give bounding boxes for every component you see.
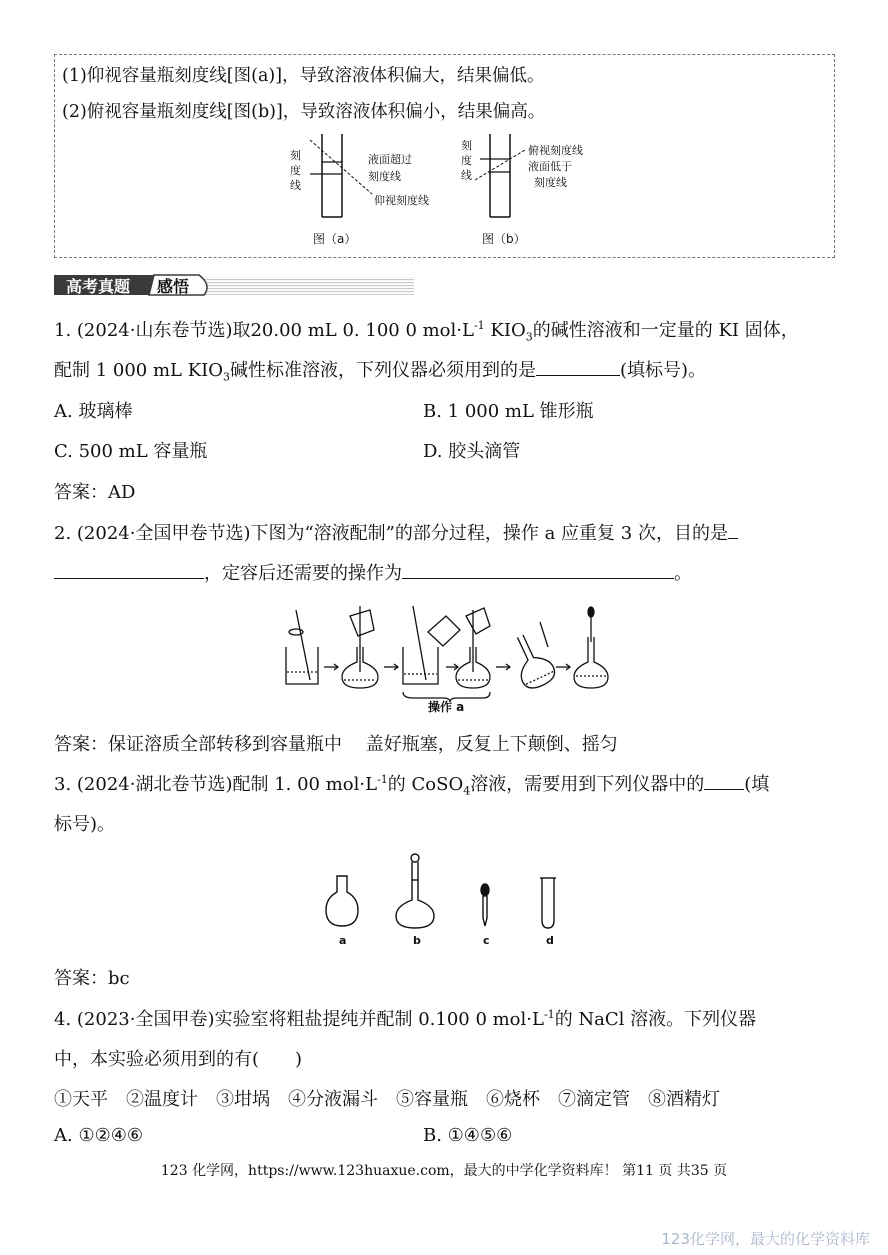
q1-option-a: A. 玻璃棒 <box>54 401 133 422</box>
q1-line-2: 配制 1 000 mL $KIO_3$碱性标准溶液，下列仪器必须用到的是 (填标号)。 <box>54 356 706 384</box>
q4-items: ①天平 ②温度计 ③坩埚 ④分液漏斗 ⑤容量瓶 ⑥烧杯 ⑦滴定管 ⑧酒精灯 <box>54 1089 720 1110</box>
q4-option-b: B. ①④⑤⑥ <box>423 1125 513 1146</box>
q3-answer-blank[interactable] <box>704 771 744 790</box>
q1-option-c: C. 500 mL 容量瓶 <box>54 441 208 462</box>
q3-line-1: 3. (2024·湖北卷节选)配制 1. 00 $mol\cdot L^{-1}$的 CoSO$_4$溶液，需要用到下列仪器中的 (填 <box>54 773 770 798</box>
q4-option-a: A. ①②④⑥ <box>54 1125 143 1146</box>
q3-label-c: c <box>483 934 490 947</box>
fig-a-caption: 图（a） <box>313 232 357 246</box>
q2-blank-2[interactable] <box>402 560 674 579</box>
q3-label-d: d <box>546 934 554 947</box>
q1-line-1: 1. (2024·山东卷节选)取20.00 mL 0. 100 0 $mol\cdot L^{-1}$ $KIO_3$的碱性溶液和一定量的 KI 固体， <box>54 319 799 344</box>
section-header <box>54 273 414 297</box>
section-tag: 高考真题 <box>66 277 131 296</box>
fig-b-note-2: 液面低于 <box>528 160 572 173</box>
q4-line-2: 中，本实验必须用到的有( ) <box>54 1049 303 1070</box>
q2-answer: 答案：保证溶质全部转移到容量瓶中 盖好瓶塞，反复上下颠倒、摇匀 <box>54 734 618 755</box>
q4-line-1: 4. (2023·全国甲卷)实验室将粗盐提纯并配制 0.100 0 $mol\cdot L^{-1}$的 NaCl 溶液。下列仪器 <box>54 1008 757 1030</box>
fig-b-note-1: 俯视刻度线 <box>528 144 583 157</box>
figure-a <box>280 132 470 250</box>
fig-b-caption: 图（b） <box>482 232 526 246</box>
q1-answer-blank[interactable] <box>536 357 620 376</box>
q3-instruments-figure <box>320 850 560 934</box>
volumetric-flask-icon <box>396 854 434 928</box>
q2-blank-1a[interactable] <box>728 520 738 539</box>
q2-line-1: 2. (2024·全国甲卷节选)下图为“溶液配制”的部分过程，操作 a 应重复 3 次，目的是 <box>54 519 738 545</box>
round-bottom-flask-icon <box>326 876 358 926</box>
q2-figure-label: 操作 a <box>428 700 465 714</box>
dropper-icon <box>481 884 489 926</box>
watermark: 123化学网，最大的化学资料库 <box>661 1230 870 1248</box>
q2-blank-1b[interactable] <box>54 560 204 579</box>
fig-b-note-3: 刻度线 <box>534 176 567 189</box>
page-footer: 123 化学网，https://www.123huaxue.com，最大的中学化学资料库！ 第11 页 共35 页 <box>160 1163 728 1179</box>
q3-answer: 答案：bc <box>54 968 130 989</box>
q3-label-a: a <box>339 934 347 947</box>
q3-line-2: 标号)。 <box>54 814 116 835</box>
q1-option-b: B. 1 000 mL 锥形瓶 <box>423 401 594 422</box>
fig-a-note-1: 液面超过 <box>368 153 412 166</box>
fig-b-side-label: 刻 度 线 <box>461 139 472 182</box>
fig-a-note-3: 仰视刻度线 <box>374 194 429 207</box>
fig-a-side-label: 刻 度 线 <box>290 149 301 192</box>
fig-a-note-2: 刻度线 <box>368 170 401 183</box>
q1-answer: 答案：AD <box>54 482 136 503</box>
tip-line-1: (1)仰视容量瓶刻度线[图(a)]，导致溶液体积偏大，结果偏低。 <box>62 66 545 86</box>
q2-line-2: ，定容后还需要的操作为 。 <box>54 559 692 585</box>
test-tube-icon <box>540 878 556 928</box>
q1-option-d: D. 胶头滴管 <box>423 441 521 462</box>
q3-label-b: b <box>413 934 421 947</box>
section-tag-2: 感悟 <box>157 277 190 296</box>
tip-line-2: (2)俯视容量瓶刻度线[图(b)]，导致溶液体积偏小，结果偏高。 <box>62 102 546 122</box>
